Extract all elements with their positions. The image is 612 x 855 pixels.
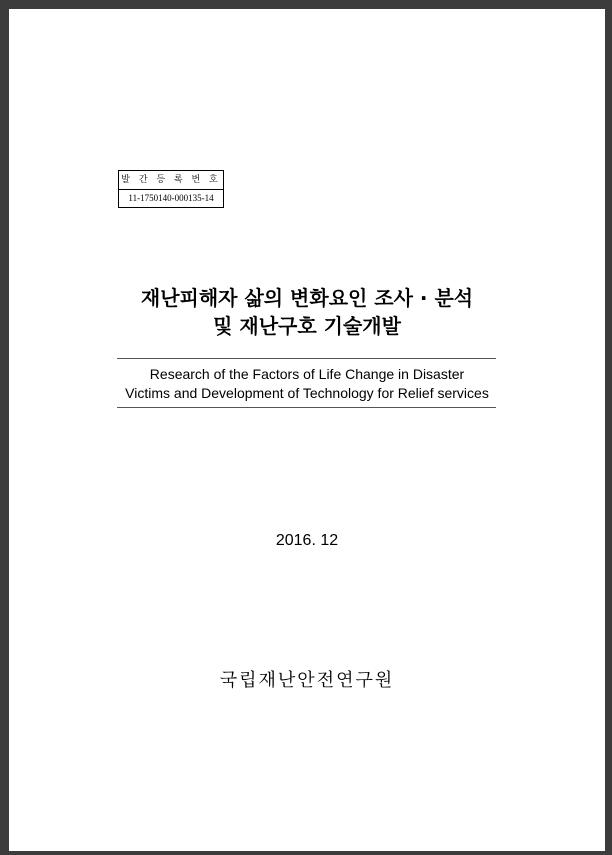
registration-label: 발 간 등 록 번 호 [119,171,223,190]
english-title-line-1: Research of the Factors of Life Change in Disaster [149,366,465,382]
registration-number-box [118,170,224,208]
publication-date: 2016. 12 [275,532,339,549]
registration-number: 11-1750140-000135-14 [128,193,214,203]
korean-title-line-2: 및 재난구호 기술개발 [213,314,401,338]
title-divider-bottom [117,407,496,408]
korean-title [9,284,605,340]
document-page [9,9,605,851]
korean-title-line-1: 재난피해자 삶의 변화요인 조사 · 분석 [140,286,474,310]
organization-name: 국립재난안전연구원 [219,670,395,691]
english-title-line-2: Victims and Development of Technology for Relief services [125,385,489,401]
title-divider-top [117,358,496,359]
english-title [9,365,605,403]
